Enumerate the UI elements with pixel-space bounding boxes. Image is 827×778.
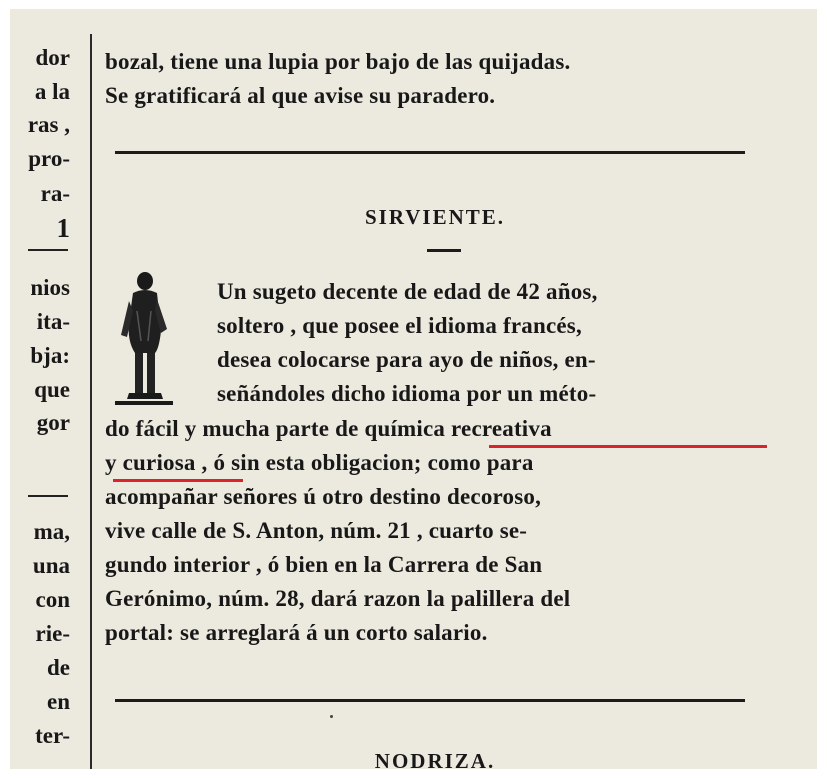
ad-body-line: Gerónimo, núm. 28, dará razon la palillera del [105, 586, 571, 611]
ad-body-line: Un sugeto decente de edad de 42 años, [217, 279, 598, 304]
left-line: una [32, 553, 70, 578]
text-line: Se gratificará al que avise su paradero. [105, 83, 496, 108]
servant-figure-icon [115, 271, 173, 407]
left-line: ita- [36, 309, 70, 334]
ad-heading: NODRIZA. [374, 749, 496, 769]
left-line: con [35, 587, 70, 612]
left-divider [28, 495, 68, 497]
left-divider [28, 249, 68, 251]
section-rule [115, 699, 745, 702]
ad-body-line: do fácil y mucha parte de química recreativa [105, 416, 552, 441]
left-line: ras , [27, 112, 70, 137]
ad-heading: SIRVIENTE. [364, 205, 506, 229]
ad-body-line: señándoles dicho idioma por un méto- [217, 381, 597, 406]
column-divider [90, 34, 92, 769]
ad-body-line: acompañar señores ú otro destino decoroso, [105, 484, 542, 509]
heading-dash [427, 249, 461, 252]
left-line: rie- [35, 621, 70, 646]
left-line: 1 [56, 213, 70, 243]
left-line: en [47, 689, 70, 714]
ad-body-line: vive calle de S. Anton, núm. 21 , cuarto se- [105, 518, 528, 543]
text-line: bozal, tiene una lupia por bajo de las quijadas. [105, 49, 571, 74]
ad-body-line: y curiosa , ó sin esta obligacion; como para [105, 450, 534, 475]
left-line: pro- [28, 146, 70, 171]
left-line: bja: [30, 343, 70, 368]
ad-body-line: desea colocarse para ayo de niños, en- [217, 347, 596, 372]
left-line: ra- [40, 181, 70, 206]
left-column-fragment [10, 9, 82, 769]
left-line: ter- [35, 723, 70, 748]
ad-body-line: gundo interior , ó bien en la Carrera de San [105, 552, 543, 577]
left-line: a la [34, 79, 70, 104]
left-line: dor [35, 45, 70, 70]
left-line: nios [30, 275, 70, 300]
print-speck [330, 715, 333, 718]
left-line: gor [36, 410, 70, 435]
main-column [105, 9, 765, 769]
left-line: ma, [33, 519, 70, 544]
section-rule [115, 151, 745, 154]
left-line: que [34, 377, 70, 402]
newspaper-page [10, 9, 817, 769]
ad-body-line: portal: se arreglará á un corto salario. [105, 620, 488, 645]
left-line: de [47, 655, 70, 680]
ad-body-line: soltero , que posee el idioma francés, [217, 313, 582, 338]
